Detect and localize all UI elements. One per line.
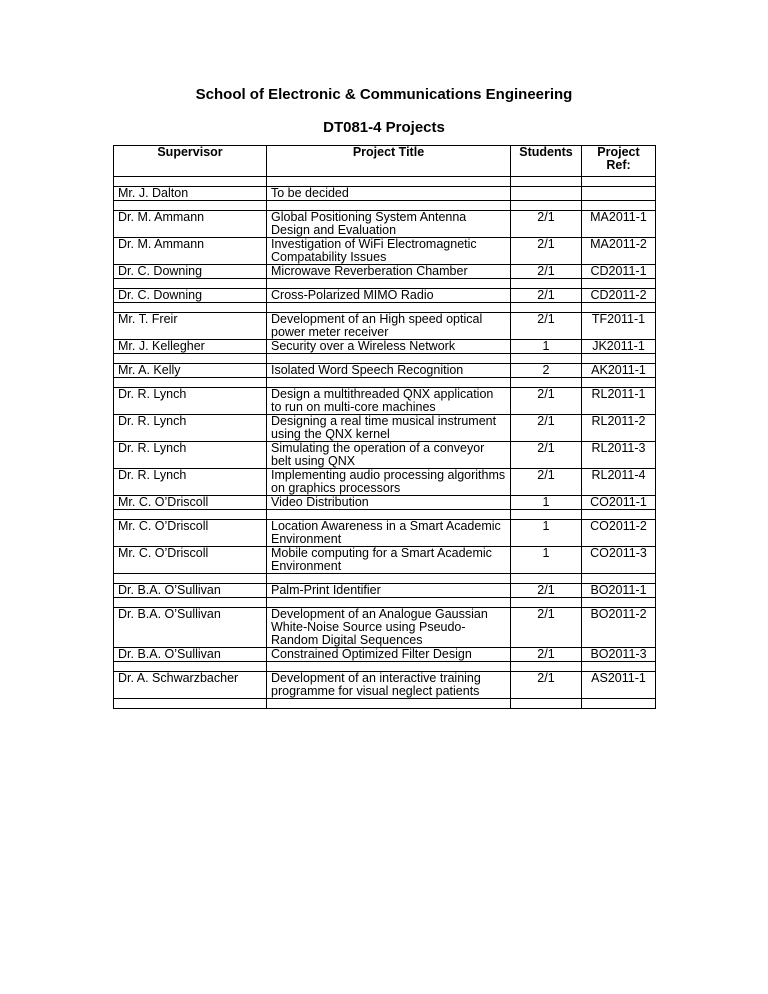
project-title-cell: Investigation of WiFi Electromagnetic Compatability Issues xyxy=(267,238,511,265)
project-ref-cell: CO2011-3 xyxy=(582,547,656,574)
supervisor-cell: Dr. M. Ammann xyxy=(114,211,267,238)
spacer-row xyxy=(114,354,656,364)
spacer-row xyxy=(114,177,656,187)
students-cell: 2/1 xyxy=(511,608,582,648)
table-row xyxy=(114,469,656,496)
table-row xyxy=(114,608,656,648)
project-ref-cell: MA2011-2 xyxy=(582,238,656,265)
project-title-cell: To be decided xyxy=(267,187,511,201)
supervisor-cell: Dr. R. Lynch xyxy=(114,469,267,496)
students-cell: 2/1 xyxy=(511,388,582,415)
supervisor-cell: Mr. J. Kellegher xyxy=(114,340,267,354)
table-row xyxy=(114,547,656,574)
project-ref-cell: CO2011-1 xyxy=(582,496,656,510)
spacer-row xyxy=(114,279,656,289)
table-row xyxy=(114,584,656,598)
spacer-row xyxy=(114,598,656,608)
spacer-row xyxy=(114,662,656,672)
project-ref-cell: RL2011-4 xyxy=(582,469,656,496)
project-ref-cell: RL2011-2 xyxy=(582,415,656,442)
table-row xyxy=(114,187,656,201)
spacer-row xyxy=(114,201,656,211)
students-cell: 2/1 xyxy=(511,469,582,496)
project-title-cell: Development of an High speed optical power meter receiver xyxy=(267,313,511,340)
spacer-row xyxy=(114,378,656,388)
students-cell: 2/1 xyxy=(511,415,582,442)
project-title-cell: Design a multithreaded QNX application to run on multi-core machines xyxy=(267,388,511,415)
supervisor-cell: Mr. T. Freir xyxy=(114,313,267,340)
project-title-cell: Implementing audio processing algorithms on graphics processors xyxy=(267,469,511,496)
students-cell: 2 xyxy=(511,364,582,378)
project-ref-cell: BO2011-3 xyxy=(582,648,656,662)
supervisor-cell: Dr. A. Schwarzbacher xyxy=(114,672,267,699)
header-project-ref xyxy=(582,146,656,177)
students-cell: 2/1 xyxy=(511,238,582,265)
header-ref-line2: Ref: xyxy=(606,158,631,172)
project-ref-cell: RL2011-1 xyxy=(582,388,656,415)
supervisor-cell: Dr. C. Downing xyxy=(114,289,267,303)
students-cell: 2/1 xyxy=(511,265,582,279)
table-row xyxy=(114,265,656,279)
project-ref-cell: JK2011-1 xyxy=(582,340,656,354)
students-cell: 1 xyxy=(511,340,582,354)
project-title-cell: Cross-Polarized MIMO Radio xyxy=(267,289,511,303)
header-ref-line1: Project xyxy=(597,145,640,159)
project-title-cell: Video Distribution xyxy=(267,496,511,510)
supervisor-cell: Dr. R. Lynch xyxy=(114,388,267,415)
supervisor-cell: Dr. R. Lynch xyxy=(114,442,267,469)
supervisor-cell: Mr. C. O’Driscoll xyxy=(114,547,267,574)
supervisor-cell: Mr. C. O’Driscoll xyxy=(114,496,267,510)
project-ref-cell xyxy=(582,187,656,201)
project-ref-cell: RL2011-3 xyxy=(582,442,656,469)
supervisor-cell: Mr. C. O’Driscoll xyxy=(114,520,267,547)
document-subtitle: DT081-4 Projects xyxy=(323,119,445,136)
table-row xyxy=(114,388,656,415)
supervisor-cell: Dr. R. Lynch xyxy=(114,415,267,442)
table-row xyxy=(114,496,656,510)
project-ref-cell: MA2011-1 xyxy=(582,211,656,238)
students-cell: 2/1 xyxy=(511,672,582,699)
project-ref-cell: CD2011-2 xyxy=(582,289,656,303)
students-cell: 2/1 xyxy=(511,442,582,469)
supervisor-cell: Mr. J. Dalton xyxy=(114,187,267,201)
project-title-cell: Isolated Word Speech Recognition xyxy=(267,364,511,378)
table-row xyxy=(114,442,656,469)
students-cell: 2/1 xyxy=(511,584,582,598)
table-row xyxy=(114,648,656,662)
supervisor-cell: Dr. C. Downing xyxy=(114,265,267,279)
project-title-cell: Security over a Wireless Network xyxy=(267,340,511,354)
project-title-cell: Simulating the operation of a conveyor belt using QNX xyxy=(267,442,511,469)
project-title-cell: Location Awareness in a Smart Academic Environment xyxy=(267,520,511,547)
project-ref-cell: CD2011-1 xyxy=(582,265,656,279)
header-project-title: Project Title xyxy=(267,146,511,177)
supervisor-cell: Dr. M. Ammann xyxy=(114,238,267,265)
table-row xyxy=(114,340,656,354)
students-cell: 2/1 xyxy=(511,648,582,662)
spacer-row xyxy=(114,510,656,520)
supervisor-cell: Dr. B.A. O’Sullivan xyxy=(114,608,267,648)
project-ref-cell: BO2011-2 xyxy=(582,608,656,648)
table-row xyxy=(114,238,656,265)
table-row xyxy=(114,313,656,340)
table-header-row xyxy=(114,146,656,177)
spacer-row xyxy=(114,303,656,313)
table-row xyxy=(114,364,656,378)
project-title-cell: Mobile computing for a Smart Academic Environment xyxy=(267,547,511,574)
table-row xyxy=(114,289,656,303)
project-title-cell: Palm-Print Identifier xyxy=(267,584,511,598)
spacer-row xyxy=(114,574,656,584)
project-title-cell: Constrained Optimized Filter Design xyxy=(267,648,511,662)
project-title-cell: Development of an interactive training programme for visual neglect patients xyxy=(267,672,511,699)
supervisor-cell: Dr. B.A. O’Sullivan xyxy=(114,584,267,598)
project-ref-cell: AS2011-1 xyxy=(582,672,656,699)
project-title-cell: Designing a real time musical instrument using the QNX kernel xyxy=(267,415,511,442)
project-title-cell: Microwave Reverberation Chamber xyxy=(267,265,511,279)
project-ref-cell: AK2011-1 xyxy=(582,364,656,378)
document-title: School of Electronic & Communications Engineering xyxy=(195,86,573,103)
table-row xyxy=(114,211,656,238)
students-cell: 2/1 xyxy=(511,211,582,238)
students-cell: 2/1 xyxy=(511,289,582,303)
supervisor-cell: Dr. B.A. O’Sullivan xyxy=(114,648,267,662)
projects-table xyxy=(113,145,656,709)
students-cell: 1 xyxy=(511,520,582,547)
project-title-cell: Global Positioning System Antenna Design and Evaluation xyxy=(267,211,511,238)
table-row xyxy=(114,520,656,547)
project-ref-cell: CO2011-2 xyxy=(582,520,656,547)
header-supervisor: Supervisor xyxy=(114,146,267,177)
students-cell xyxy=(511,187,582,201)
supervisor-cell: Mr. A. Kelly xyxy=(114,364,267,378)
students-cell: 1 xyxy=(511,496,582,510)
spacer-row xyxy=(114,699,656,709)
students-cell: 2/1 xyxy=(511,313,582,340)
project-ref-cell: TF2011-1 xyxy=(582,313,656,340)
table-row xyxy=(114,415,656,442)
header-students: Students xyxy=(511,146,582,177)
table-row xyxy=(114,672,656,699)
project-ref-cell: BO2011-1 xyxy=(582,584,656,598)
students-cell: 1 xyxy=(511,547,582,574)
project-title-cell: Development of an Analogue Gaussian White-Noise Source using Pseudo-Random Digital Sequences xyxy=(267,608,511,648)
